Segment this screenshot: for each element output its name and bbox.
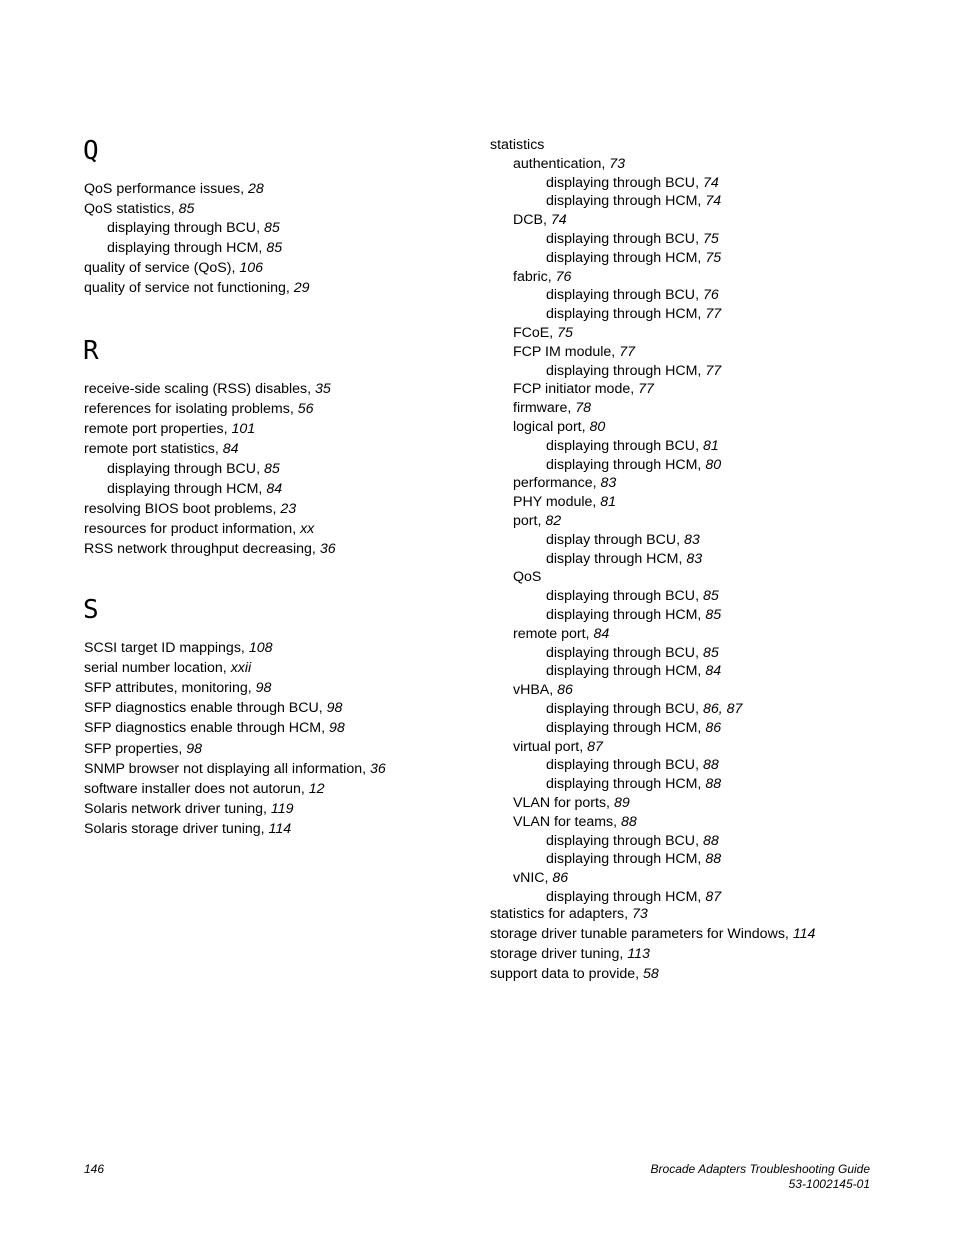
index-page-ref: 108 <box>248 640 273 656</box>
index-term: quality of service not functioning <box>84 280 286 296</box>
index-term: serial number location <box>84 660 223 676</box>
section-letter: S <box>83 595 99 625</box>
index-entry: displaying through BCU, 88 <box>546 833 719 849</box>
index-entry: displaying through HCM, 88 <box>546 851 722 867</box>
index-page-ref: 76 <box>702 287 719 303</box>
index-page-ref: 75 <box>557 325 573 341</box>
index-entry: displaying through BCU, 74 <box>546 175 719 191</box>
index-term: displaying through HCM <box>546 250 698 266</box>
index-term: storage driver tuning <box>490 946 620 962</box>
index-entry: port, 82 <box>513 513 562 529</box>
index-term: remote port <box>513 626 586 642</box>
index-entry: QoS performance issues, 28 <box>84 181 264 197</box>
index-page-ref: 73 <box>609 156 626 172</box>
index-page-ref: 85 <box>263 220 280 236</box>
index-page-ref: 85 <box>702 588 719 604</box>
index-term: resolving BIOS boot problems <box>84 501 273 517</box>
index-term: displaying through HCM <box>546 306 698 322</box>
index-page-ref: xxii <box>230 660 252 676</box>
index-entry: FCP IM module, 77 <box>513 344 635 360</box>
index-page-ref: 82 <box>545 513 562 529</box>
index-entry: displaying through BCU, 86, 87 <box>546 701 743 717</box>
index-entry: firmware, 78 <box>513 400 592 416</box>
index-entry: DCB, 74 <box>513 212 567 228</box>
index-term: display through BCU <box>546 532 677 548</box>
index-page-ref: 119 <box>270 801 294 817</box>
footer-book-title: Brocade Adapters Troubleshooting Guide <box>650 1162 870 1176</box>
index-term: FCP IM module <box>513 344 612 360</box>
index-page-ref: 106 <box>239 260 264 276</box>
index-entry: PHY module, 81 <box>513 494 617 510</box>
index-term: QoS statistics <box>84 201 171 217</box>
index-page-ref: 36 <box>319 541 336 557</box>
index-term: logical port <box>513 419 582 435</box>
index-page-ref: 77 <box>619 344 635 360</box>
index-page-ref: 78 <box>575 400 592 416</box>
index-term: virtual port <box>513 739 580 755</box>
index-term: firmware <box>513 400 568 416</box>
index-entry: displaying through HCM, 77 <box>546 306 722 322</box>
index-term: FCoE <box>513 325 550 341</box>
index-entry: displaying through HCM, 88 <box>546 776 722 792</box>
index-page-ref: 77 <box>705 306 722 322</box>
index-entry: RSS network throughput decreasing, 36 <box>84 541 336 557</box>
index-entry: displaying through HCM, 85 <box>107 240 283 256</box>
index-page-ref: 98 <box>329 720 345 736</box>
index-term: vHBA <box>513 682 550 698</box>
index-term: displaying through HCM <box>107 481 259 497</box>
index-entry: storage driver tuning, 113 <box>490 946 650 962</box>
section-letter: R <box>83 336 99 366</box>
index-entry: display through BCU, 83 <box>546 532 700 548</box>
index-entry: vNIC, 86 <box>513 870 569 886</box>
index-page-ref: 29 <box>293 280 310 296</box>
index-page-ref: 58 <box>643 966 659 982</box>
index-entry: support data to provide, 58 <box>490 966 659 982</box>
index-page-ref: 84 <box>705 663 722 679</box>
index-page-ref: 88 <box>621 814 637 830</box>
index-term: displaying through BCU <box>107 220 257 236</box>
index-term: statistics for adapters <box>490 906 625 922</box>
index-page-ref: 114 <box>268 821 292 837</box>
index-term: authentication <box>513 156 602 172</box>
index-term: DCB <box>513 212 543 228</box>
index-term: VLAN for ports <box>513 795 607 811</box>
index-page-ref: 56 <box>297 401 314 417</box>
index-page-ref: 84 <box>593 626 610 642</box>
index-entry <box>513 568 541 586</box>
index-term: displaying through BCU <box>546 438 696 454</box>
index-page-ref: 75 <box>702 231 719 247</box>
index-entry: SFP attributes, monitoring, 98 <box>84 680 272 696</box>
index-term: remote port properties <box>84 421 224 437</box>
index-term: displaying through BCU <box>546 287 696 303</box>
index-entry: displaying through HCM, 85 <box>546 607 722 623</box>
index-entry: authentication, 73 <box>513 156 626 172</box>
index-page-ref: 87 <box>587 739 603 755</box>
index-entry <box>490 136 544 154</box>
index-entry: SNMP browser not displaying all information, 36 <box>84 761 386 777</box>
index-page-ref: 101 <box>231 421 256 437</box>
index-term: displaying through BCU <box>546 588 696 604</box>
index-term: port <box>513 513 538 529</box>
section-letter: Q <box>83 136 99 166</box>
index-page-ref: 77 <box>705 363 722 379</box>
index-term: Solaris storage driver tuning <box>84 821 261 837</box>
index-entry: fabric, 76 <box>513 269 572 285</box>
index-page-ref: 85 <box>266 240 283 256</box>
index-page-ref: 86 <box>705 720 722 736</box>
index-page-ref: 114 <box>792 926 816 942</box>
index-entry: displaying through BCU, 76 <box>546 287 719 303</box>
index-page-ref: 86 <box>557 682 573 698</box>
index-term: FCP initiator mode <box>513 381 631 397</box>
index-entry: QoS statistics, 85 <box>84 201 195 217</box>
index-term: SFP properties <box>84 741 179 757</box>
index-term: statistics <box>490 137 545 153</box>
index-page-ref: 85 <box>705 607 722 623</box>
index-term: QoS <box>513 569 542 585</box>
index-entry: vHBA, 86 <box>513 682 573 698</box>
index-page-ref: 85 <box>178 201 195 217</box>
index-term: display through HCM <box>546 551 679 567</box>
index-entry: software installer does not autorun, 12 <box>84 781 325 797</box>
index-term: displaying through HCM <box>107 240 259 256</box>
index-page-ref: 86, 87 <box>702 701 743 717</box>
index-term: displaying through HCM <box>546 193 698 209</box>
index-page-ref: 75 <box>705 250 722 266</box>
index-page-ref: 77 <box>638 381 654 397</box>
index-entry: remote port, 84 <box>513 626 610 642</box>
index-entry: references for isolating problems, 56 <box>84 401 314 417</box>
index-page-ref: 35 <box>315 381 331 397</box>
index-page-ref: 88 <box>702 833 719 849</box>
index-page-ref: 98 <box>326 700 343 716</box>
index-entry: displaying through BCU, 81 <box>546 438 719 454</box>
index-entry: serial number location, xxii <box>84 660 252 676</box>
footer-page-number: 146 <box>84 1162 105 1176</box>
index-entry: displaying through BCU, 85 <box>107 220 280 236</box>
index-term: performance <box>513 475 593 491</box>
index-entry: displaying through HCM, 84 <box>107 481 283 497</box>
index-page-ref: 81 <box>702 438 719 454</box>
index-page-ref: 74 <box>550 212 567 228</box>
index-term: displaying through BCU <box>546 833 696 849</box>
index-term: displaying through HCM <box>546 889 698 905</box>
index-page-ref: 83 <box>600 475 617 491</box>
index-entry: Solaris storage driver tuning, 114 <box>84 821 292 837</box>
index-page-ref: 76 <box>555 269 572 285</box>
index-term: vNIC <box>513 870 545 886</box>
index-term: displaying through HCM <box>546 776 698 792</box>
index-entry: quality of service (QoS), 106 <box>84 260 264 276</box>
index-term: fabric <box>513 269 548 285</box>
index-page-ref: 80 <box>589 419 606 435</box>
index-page-ref: 88 <box>702 757 719 773</box>
index-term: displaying through BCU <box>107 461 257 477</box>
index-entry: FCoE, 75 <box>513 325 573 341</box>
index-term: displaying through HCM <box>546 363 698 379</box>
index-entry: VLAN for ports, 89 <box>513 795 630 811</box>
index-term: displaying through BCU <box>546 645 696 661</box>
index-entry: SFP diagnostics enable through BCU, 98 <box>84 700 343 716</box>
index-entry: logical port, 80 <box>513 419 606 435</box>
index-term: VLAN for teams <box>513 814 614 830</box>
index-entry: quality of service not functioning, 29 <box>84 280 310 296</box>
index-term: PHY module <box>513 494 593 510</box>
index-page-ref: xx <box>300 521 315 537</box>
index-page-ref: 74 <box>702 175 719 191</box>
index-term: displaying through BCU <box>546 701 696 717</box>
index-entry: display through HCM, 83 <box>546 551 703 567</box>
index-entry: Solaris network driver tuning, 119 <box>84 801 294 817</box>
index-entry: displaying through HCM, 80 <box>546 457 722 473</box>
index-term: support data to provide <box>490 966 636 982</box>
index-page-ref: 98 <box>186 741 203 757</box>
index-term: SFP attributes, monitoring <box>84 680 248 696</box>
index-term: displaying through BCU <box>546 231 696 247</box>
index-entry: displaying through BCU, 75 <box>546 231 719 247</box>
index-term: resources for product information <box>84 521 293 537</box>
index-term: SFP diagnostics enable through BCU <box>84 700 319 716</box>
index-page-ref: 84 <box>222 441 239 457</box>
index-page-ref: 89 <box>613 795 630 811</box>
index-term: storage driver tunable parameters for Windows <box>490 926 785 942</box>
index-entry: SCSI target ID mappings, 108 <box>84 640 273 656</box>
index-page-ref: 23 <box>280 501 297 517</box>
index-page-ref: 86 <box>552 870 569 886</box>
index-entry: virtual port, 87 <box>513 739 603 755</box>
index-entry: displaying through BCU, 85 <box>546 588 719 604</box>
index-entry: displaying through HCM, 75 <box>546 250 722 266</box>
index-page-ref: 98 <box>255 680 272 696</box>
index-entry: remote port statistics, 84 <box>84 441 239 457</box>
index-entry: displaying through BCU, 85 <box>107 461 280 477</box>
index-term: references for isolating problems <box>84 401 290 417</box>
index-page-ref: 28 <box>248 181 264 197</box>
index-entry: displaying through HCM, 86 <box>546 720 722 736</box>
index-page-ref: 74 <box>705 193 722 209</box>
index-entry: resolving BIOS boot problems, 23 <box>84 501 297 517</box>
index-page-ref: 84 <box>266 481 283 497</box>
index-page-ref: 113 <box>627 946 650 962</box>
index-term: displaying through HCM <box>546 457 698 473</box>
index-entry: storage driver tunable parameters for Windows, 114 <box>490 926 816 942</box>
index-entry: resources for product information, xx <box>84 521 315 537</box>
index-page-ref: 80 <box>705 457 722 473</box>
index-entry: displaying through BCU, 85 <box>546 645 719 661</box>
index-page-ref: 85 <box>702 645 719 661</box>
index-entry: VLAN for teams, 88 <box>513 814 637 830</box>
index-page-ref: 83 <box>686 551 703 567</box>
index-page-ref: 73 <box>631 906 648 922</box>
index-term: displaying through HCM <box>546 851 698 867</box>
index-entry: remote port properties, 101 <box>84 421 256 437</box>
index-page-ref: 83 <box>684 532 700 548</box>
footer-doc-number: 53-1002145-01 <box>788 1177 870 1191</box>
index-term: SNMP browser not displaying all information <box>84 761 363 777</box>
index-page-ref: 12 <box>308 781 325 797</box>
index-page-ref: 87 <box>705 889 722 905</box>
index-entry: statistics for adapters, 73 <box>490 906 648 922</box>
index-term: displaying through HCM <box>546 663 698 679</box>
index-entry: performance, 83 <box>513 475 617 491</box>
index-term: software installer does not autorun <box>84 781 301 797</box>
index-page-ref: 81 <box>600 494 617 510</box>
index-entry: displaying through HCM, 84 <box>546 663 722 679</box>
index-term: QoS performance issues <box>84 181 241 197</box>
index-page-ref: 88 <box>705 776 722 792</box>
index-entry: displaying through HCM, 77 <box>546 363 722 379</box>
index-term: displaying through BCU <box>546 757 696 773</box>
index-page-ref: 88 <box>705 851 722 867</box>
index-term: remote port statistics <box>84 441 215 457</box>
index-entry: FCP initiator mode, 77 <box>513 381 654 397</box>
index-entry: SFP properties, 98 <box>84 741 203 757</box>
index-entry: displaying through HCM, 87 <box>546 889 722 905</box>
index-term: quality of service (QoS) <box>84 260 232 276</box>
index-entry: receive-side scaling (RSS) disables, 35 <box>84 381 331 397</box>
index-page-ref: 85 <box>263 461 280 477</box>
index-term: SCSI target ID mappings <box>84 640 241 656</box>
index-entry: SFP diagnostics enable through HCM, 98 <box>84 720 345 736</box>
index-term: SFP diagnostics enable through HCM <box>84 720 322 736</box>
index-term: displaying through BCU <box>546 175 696 191</box>
index-term: Solaris network driver tuning <box>84 801 263 817</box>
index-term: displaying through HCM <box>546 720 698 736</box>
index-page-ref: 36 <box>370 761 386 777</box>
index-term: receive-side scaling (RSS) disables <box>84 381 308 397</box>
index-entry: displaying through HCM, 74 <box>546 193 722 209</box>
index-term: RSS network throughput decreasing <box>84 541 312 557</box>
index-entry: displaying through BCU, 88 <box>546 757 719 773</box>
index-term: displaying through HCM <box>546 607 698 623</box>
